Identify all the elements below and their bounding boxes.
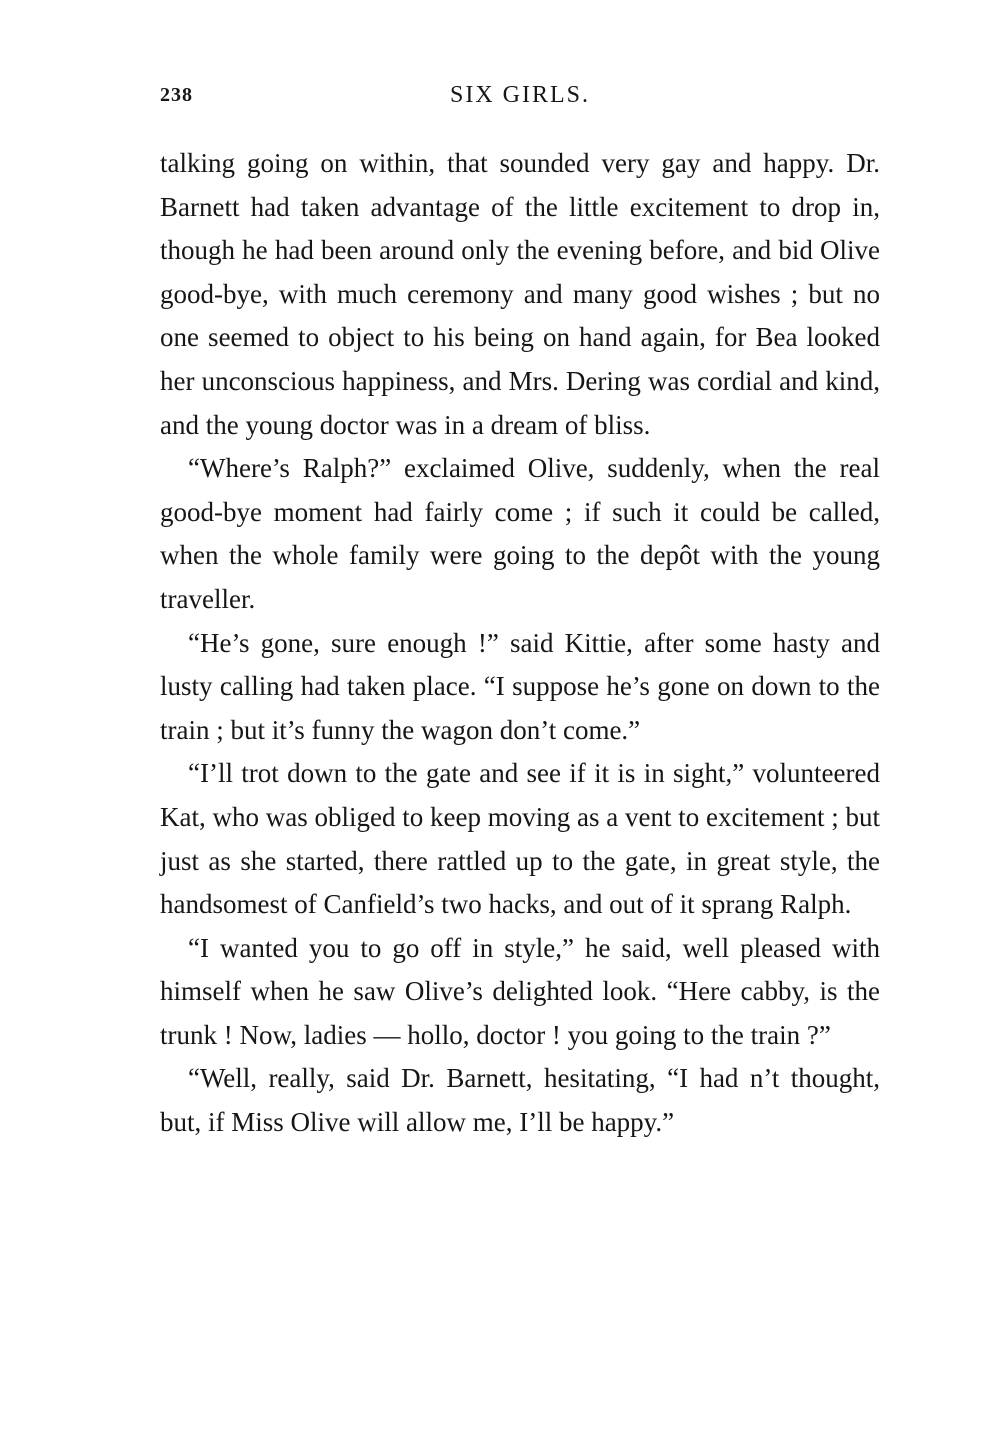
paragraph: “I wanted you to go off in style,” he said, well pleased with himself when he saw Olive’s delighted look. “Here cabby, is the trunk ! Now, ladies — hollo, doctor ! you going to the train ?” xyxy=(160,932,880,1050)
paragraph: “Well, really, said Dr. Barnett, hesitating, “I had n’t thought, but, if Miss Olive will allow me, I’ll be happy.” xyxy=(160,1063,880,1138)
page-number: 238 xyxy=(160,84,193,106)
paragraph-continued: talking going on within, that sounded very gay and happy. Dr. Barnett had taken advantage of the little excitement to drop in, though he had been around only the evening before, and bid Olive good-bye, with much ceremony and many good wishes ; but no one seemed to object to his being on hand again, for Bea looked her unconscious happiness, and Mrs. Dering was cordial and kind, and the young doctor was in a dream of bliss. xyxy=(160,148,880,440)
paragraph: “I’ll trot down to the gate and see if it is in sight,” volunteered Kat, who was obliged to keep moving as a vent to excitement ; but just as she started, there rattled up to the gate, in great style, the handsomest of Canfield’s two hacks, and out of it sprang Ralph. xyxy=(160,758,880,920)
paragraph: “He’s gone, sure enough !” said Kittie, after some hasty and lusty calling had taken place. “I suppose he’s gone on down to the train ; but it’s funny the wagon don’t come.” xyxy=(160,627,880,745)
running-title: SIX GIRLS. xyxy=(449,82,590,108)
paragraph: “Where’s Ralph?” exclaimed Olive, suddenly, when the real good-bye moment had fairly come ; if such it could be called, when the whole family were going to the depôt with the young traveller. xyxy=(160,453,880,614)
page-header xyxy=(160,78,880,118)
body-text xyxy=(160,142,880,1145)
